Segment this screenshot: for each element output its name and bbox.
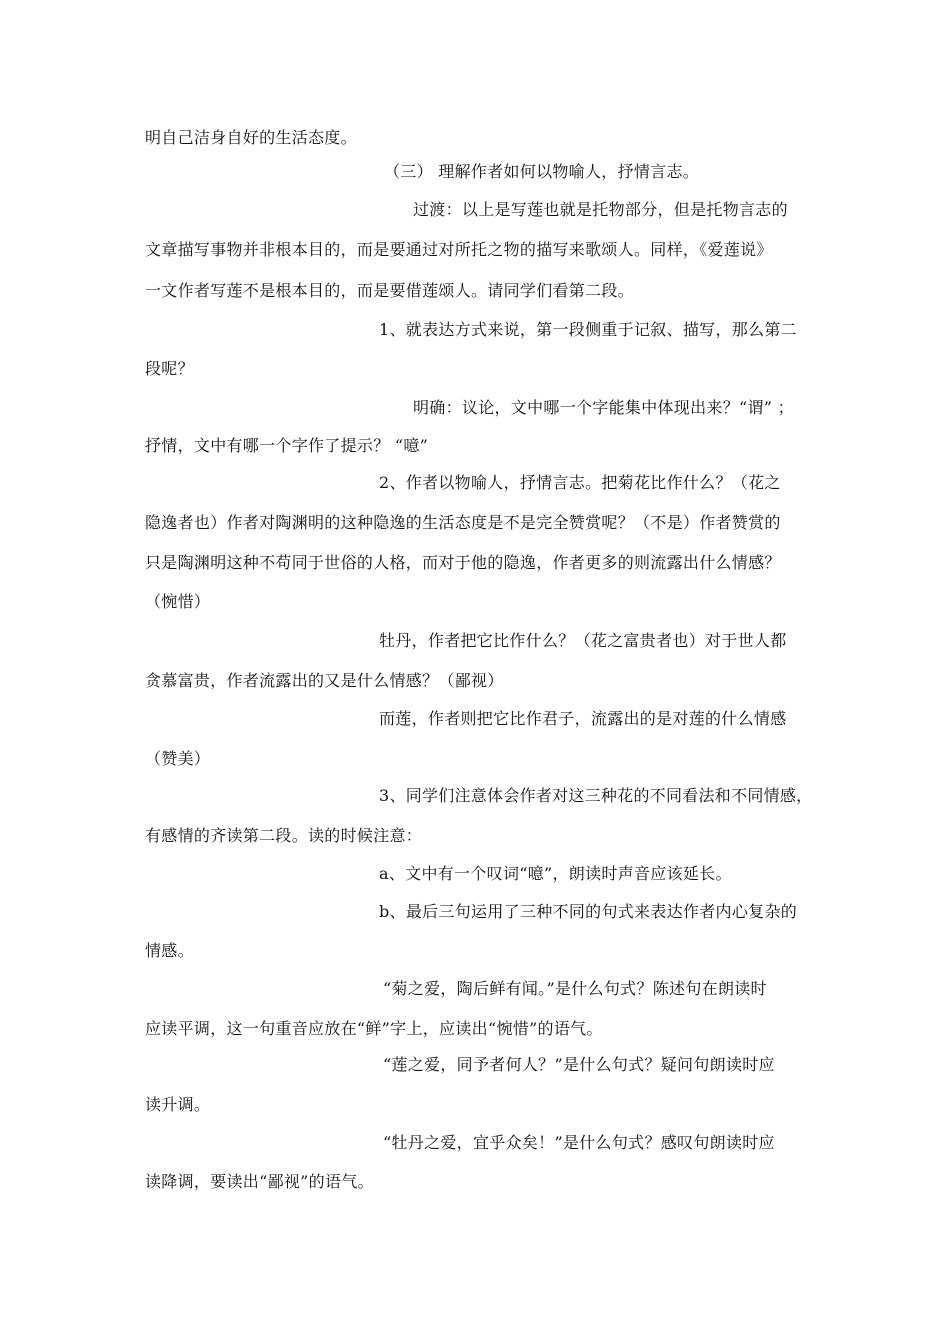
text-line: 读降调，要读出“鄙视”的语气。 — [145, 1172, 374, 1191]
section-heading: （三） 理解作者如何以物喻人，抒情言志。 — [384, 162, 700, 181]
text-line: （惋惜） — [145, 592, 211, 611]
question-line: 1、就表达方式来说，第一段侧重于记叙、描写，那么第二 — [379, 320, 797, 339]
text-line: （赞美） — [145, 749, 211, 768]
text-line: 读升调。 — [145, 1095, 211, 1114]
text-line: 贪慕富贵，作者流露出的又是什么情感？（鄙视） — [145, 671, 504, 690]
text-line: “牡丹之爱，宜乎众矣！”是什么句式？感叹句朗读时应 — [383, 1133, 775, 1152]
text-line: 牡丹，作者把它比作什么？（花之富贵者也）对于世人都 — [379, 631, 787, 650]
text-line: 有感情的齐读第二段。读的时候注意： — [145, 826, 423, 845]
answer-line: 明确：议论，文中哪一个字能集中体现出来？“谓” ； — [413, 398, 794, 417]
text-line: 只是陶渊明这种不苟同于世俗的人格，而对于他的隐逸，作者更多的则流露出什么情感？ — [145, 553, 781, 572]
list-item: a、文中有一个叹词“噫”，朗读时声音应该延长。 — [379, 864, 732, 883]
text-line: 隐逸者也）作者对陶渊明的这种隐逸的生活态度是不是完全赞赏呢？（不是）作者赞赏的 — [145, 513, 781, 532]
list-item: b、最后三句运用了三种不同的句式来表达作者内心复杂的 — [379, 902, 798, 921]
text-line: 情感。 — [145, 941, 194, 960]
text-line: 而莲，作者则把它比作君子，流露出的是对莲的什么情感 — [379, 709, 787, 728]
text-line: 抒情，文中有哪一个字作了提示？ “噫” — [145, 436, 429, 455]
text-line: 段呢？ — [145, 359, 194, 378]
text-line: 过渡：以上是写莲也就是托物部分，但是托物言志的 — [413, 200, 788, 219]
text-line: “菊之爱，陶后鲜有闻。”是什么句式？陈述句在朗读时 — [383, 979, 767, 998]
question-line: 2、作者以物喻人，抒情言志。把菊花比作什么？（花之 — [379, 473, 781, 492]
text-line: 明自己洁身自好的生活态度。 — [145, 128, 357, 147]
question-line: 3、同学们注意体会作者对这三种花的不同看法和不同情感， — [379, 786, 813, 805]
text-line: 一文作者写莲不是根本目的，而是要借莲颂人。请同学们看第二段。 — [145, 281, 635, 300]
text-line: 文章描写事物并非根本目的，而是要通过对所托之物的描写来歌颂人。同样，《爱莲说》 — [145, 240, 773, 259]
text-line: “莲之爱，同予者何人？”是什么句式？疑问句朗读时应 — [383, 1055, 775, 1074]
text-line: 应读平调，这一句重音应放在“鲜”字上，应读出“惋惜”的语气。 — [145, 1019, 603, 1038]
